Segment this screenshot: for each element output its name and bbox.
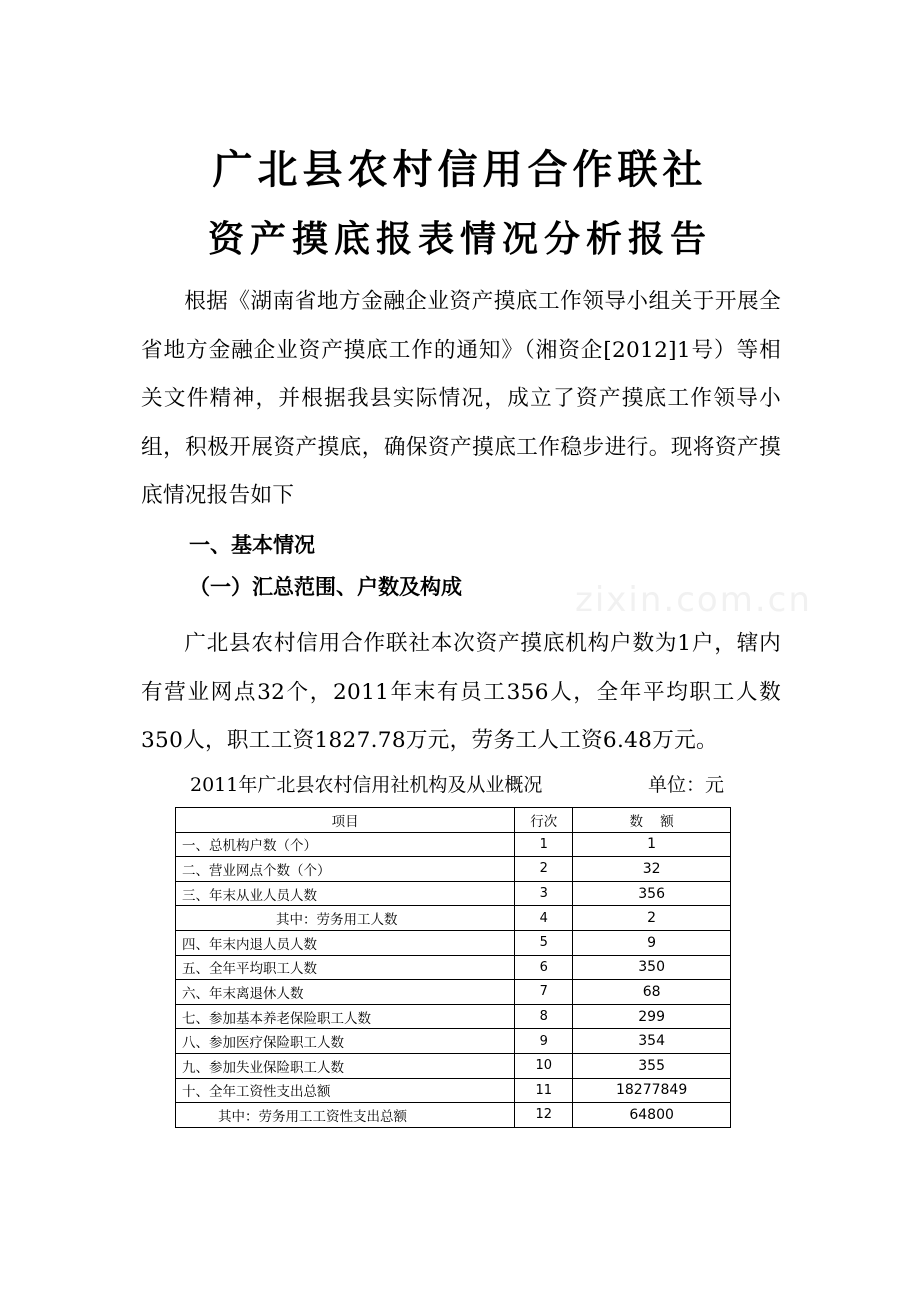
row-number: 12 [515, 1103, 573, 1128]
row-amount: 9 [573, 930, 731, 955]
header-row-number: 行次 [515, 808, 573, 833]
row-amount: 299 [573, 1004, 731, 1029]
row-item: 五、全年平均职工人数 [176, 955, 515, 980]
row-amount: 1 [573, 832, 731, 857]
staffing-table [175, 807, 731, 1128]
row-amount: 68 [573, 980, 731, 1005]
row-amount: 354 [573, 1029, 731, 1054]
row-number: 2 [515, 857, 573, 882]
header-amount: 数 额 [573, 808, 731, 833]
row-item: 一、总机构户数（个） [176, 832, 515, 857]
table-row [176, 930, 731, 955]
row-amount: 355 [573, 1053, 731, 1078]
row-item: 四、年末内退人员人数 [176, 930, 515, 955]
row-item: 其中：劳务用工工资性支出总额 [176, 1103, 515, 1128]
row-item: 十、全年工资性支出总额 [176, 1078, 515, 1103]
row-number: 10 [515, 1053, 573, 1078]
row-number: 4 [515, 906, 573, 931]
row-amount: 32 [573, 857, 731, 882]
row-amount: 356 [573, 881, 731, 906]
row-number: 5 [515, 930, 573, 955]
table-row [176, 955, 731, 980]
row-item: 其中：劳务用工人数 [176, 906, 515, 931]
table-header-row [176, 808, 731, 833]
table-caption-title: 2011年广北县农村信用社机构及从业概况 [190, 774, 543, 796]
title-line2: 资产摸底报表情况分析报告 [207, 218, 712, 260]
row-amount: 64800 [573, 1103, 731, 1128]
row-item: 二、营业网点个数（个） [176, 857, 515, 882]
row-number: 1 [515, 832, 573, 857]
paragraph-summary: 广北县农村信用合作联社本次资产摸底机构户数为1户，辖内有营业网点32个，2011年末有员工356人，全年平均职工人数350人，职工工资1827.78万元，劳务工人工资6.48万元。 [141, 631, 781, 753]
table-unit: 单位：元 [648, 774, 725, 796]
row-amount: 18277849 [573, 1078, 731, 1103]
watermark: zixin.com.cn [575, 580, 812, 620]
row-item: 九、参加失业保险职工人数 [176, 1053, 515, 1078]
row-amount: 350 [573, 955, 731, 980]
row-amount: 2 [573, 906, 731, 931]
row-item: 六、年末离退休人数 [176, 980, 515, 1005]
table-row [176, 1053, 731, 1078]
paragraph-intro: 根据《湖南省地方金融企业资产摸底工作领导小组关于开展全省地方金融企业资产摸底工作的通知》（湘资企[2012]1号）等相关文件精神，并根据我县实际情况，成立了资产摸底工作领导小组，积极开展资产摸底，确保资产摸底工作稳步进行。现将资产摸底情况报告如下 [141, 289, 781, 508]
row-item: 七、参加基本养老保险职工人数 [176, 1004, 515, 1029]
header-item: 项目 [176, 808, 515, 833]
subsection-heading-scope: （一）汇总范围、户数及构成 [189, 575, 462, 599]
row-item: 八、参加医疗保险职工人数 [176, 1029, 515, 1054]
section-heading-basic: 一、基本情况 [189, 533, 315, 557]
row-number: 7 [515, 980, 573, 1005]
row-number: 11 [515, 1078, 573, 1103]
table-caption [190, 768, 750, 802]
table-row [176, 881, 731, 906]
row-number: 6 [515, 955, 573, 980]
title-line1: 广北县农村信用合作联社 [212, 147, 708, 193]
table-row [176, 906, 731, 931]
table-row [176, 857, 731, 882]
table-row [176, 832, 731, 857]
row-item: 三、年末从业人员人数 [176, 881, 515, 906]
table-row [176, 1029, 731, 1054]
table-row [176, 980, 731, 1005]
row-number: 8 [515, 1004, 573, 1029]
row-number: 3 [515, 881, 573, 906]
table-row [176, 1004, 731, 1029]
table-row [176, 1103, 731, 1128]
table-row [176, 1078, 731, 1103]
row-number: 9 [515, 1029, 573, 1054]
